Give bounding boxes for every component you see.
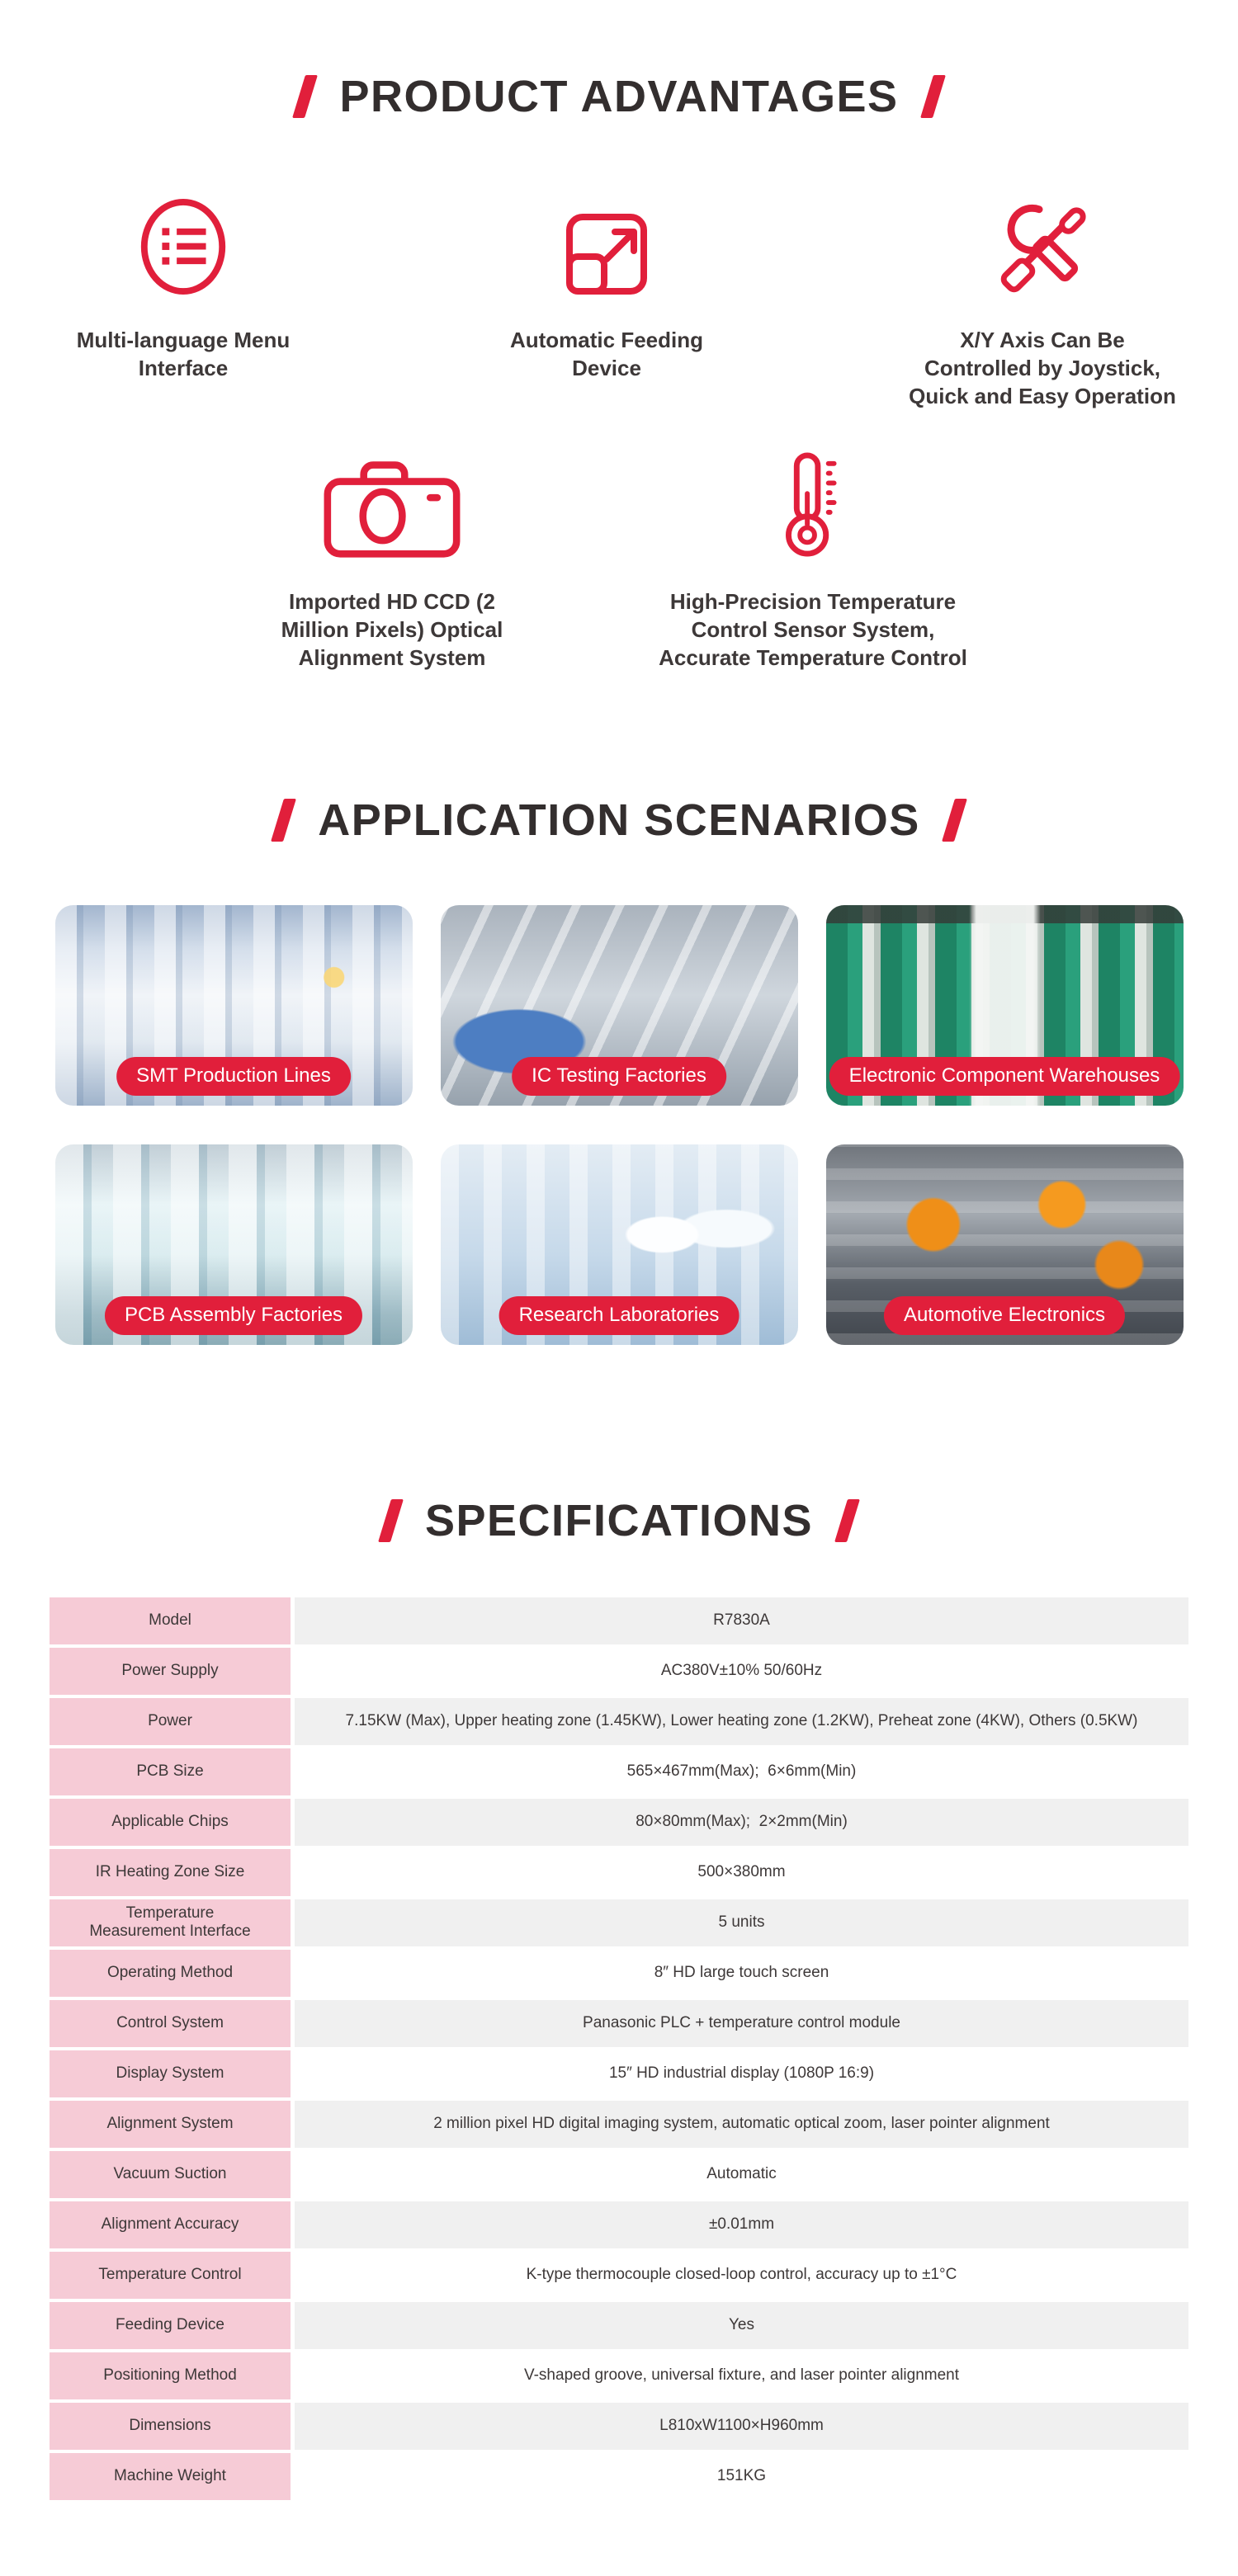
scenario-label: SMT Production Lines — [116, 1057, 351, 1096]
spec-label: Vacuum Suction — [50, 2151, 291, 2198]
table-row — [50, 2101, 1188, 2148]
advantage-label: Multi-language Menu Interface — [76, 328, 291, 380]
spec-value: 15″ HD industrial display (1080P 16:9) — [295, 2050, 1188, 2097]
advantages-row-1 — [0, 196, 1238, 410]
spec-value: L810xW1100×H960mm — [295, 2403, 1188, 2450]
section-title-advantages — [0, 71, 1238, 122]
scenario-image-smt-production — [55, 905, 413, 1106]
table-row — [50, 2352, 1188, 2399]
camera-icon — [322, 458, 462, 559]
advantage-multilanguage — [59, 196, 307, 383]
table-row — [50, 1597, 1188, 1644]
spec-value: R7830A — [295, 1597, 1188, 1644]
spec-label: Operating Method — [50, 1950, 291, 1997]
table-row — [50, 1698, 1188, 1745]
scenarios-title: APPLICATION SCENARIOS — [318, 795, 920, 845]
spec-label: Machine Weight — [50, 2453, 291, 2500]
red-slash-icon — [834, 1499, 860, 1542]
table-row — [50, 1849, 1188, 1896]
spec-label: Control System — [50, 2000, 291, 2047]
spec-label: Applicable Chips — [50, 1799, 291, 1846]
table-row — [50, 2302, 1188, 2349]
scenario-grid — [0, 905, 1238, 1345]
table-row — [50, 2000, 1188, 2047]
scenario-label: IC Testing Factories — [512, 1057, 726, 1096]
spec-value: ±0.01mm — [295, 2201, 1188, 2248]
spec-value: 500×380mm — [295, 1849, 1188, 1896]
table-row — [50, 1899, 1188, 1946]
advantage-joystick — [906, 196, 1179, 410]
spec-value: Automatic — [295, 2151, 1188, 2198]
advantage-temperature — [656, 458, 970, 672]
advantage-feeding — [503, 196, 710, 383]
scenario-image-ic-testing — [441, 905, 798, 1106]
spec-value: V-shaped groove, universal fixture, and laser pointer alignment — [295, 2352, 1188, 2399]
tools-icon — [992, 196, 1093, 297]
scenario-label: Research Laboratories — [499, 1296, 739, 1335]
spec-label: Positioning Method — [50, 2352, 291, 2399]
table-row — [50, 2201, 1188, 2248]
table-row — [50, 1648, 1188, 1695]
spec-label: Power Supply — [50, 1648, 291, 1695]
spec-value: 8″ HD large touch screen — [295, 1950, 1188, 1997]
advantage-ccd — [268, 458, 516, 672]
table-row — [50, 2050, 1188, 2097]
specifications-title: SPECIFICATIONS — [424, 1495, 814, 1545]
spec-value: 2 million pixel HD digital imaging system, automatic optical zoom, laser pointer alignment — [295, 2101, 1188, 2148]
red-slash-icon — [293, 75, 319, 118]
table-row — [50, 1950, 1188, 1997]
advantages-row-2 — [0, 458, 1238, 672]
advantage-label: X/Y Axis Can Be Controlled by Joystick, Quick and Easy Operation — [909, 328, 1176, 408]
spec-value: AC380V±10% 50/60Hz — [295, 1648, 1188, 1695]
spec-value: 80×80mm(Max); 2×2mm(Min) — [295, 1799, 1188, 1846]
advantage-label: Automatic Feeding Device — [509, 328, 703, 380]
spec-value: 565×467mm(Max); 6×6mm(Min) — [295, 1748, 1188, 1795]
spec-label: Model — [50, 1597, 291, 1644]
advantages-title: PRODUCT ADVANTAGES — [339, 72, 899, 121]
red-slash-icon — [378, 1499, 404, 1542]
table-row — [50, 2252, 1188, 2299]
spec-label: IR Heating Zone Size — [50, 1849, 291, 1896]
spec-label: PCB Size — [50, 1748, 291, 1795]
red-slash-icon — [920, 75, 946, 118]
red-slash-icon — [942, 799, 967, 842]
scenario-label: Electronic Component Warehouses — [829, 1057, 1180, 1096]
table-row — [50, 2151, 1188, 2198]
spec-value: 7.15KW (Max), Upper heating zone (1.45KW), Lower heating zone (1.2KW), Preheat zone (4KW), Others (0.5KW) — [295, 1698, 1188, 1745]
spec-label: Dimensions — [50, 2403, 291, 2450]
scenario-image-component-warehouse — [826, 905, 1184, 1106]
scenario-image-pcb-assembly — [55, 1144, 413, 1345]
thermometer-icon — [775, 458, 851, 559]
expand-icon — [564, 196, 650, 297]
spec-label: Temperature Measurement Interface — [50, 1899, 291, 1946]
table-row — [50, 2453, 1188, 2500]
section-title-scenarios — [0, 795, 1238, 846]
advantage-label: High-Precision Temperature Control Sensor System, Accurate Temperature Control — [659, 589, 967, 670]
spec-label: Temperature Control — [50, 2252, 291, 2299]
menu-list-icon — [137, 196, 229, 297]
spec-label: Display System — [50, 2050, 291, 2097]
table-row — [50, 1799, 1188, 1846]
section-title-specifications — [0, 1495, 1238, 1546]
spec-label: Power — [50, 1698, 291, 1745]
scenario-image-automotive — [826, 1144, 1184, 1345]
spec-value: K-type thermocouple closed-loop control, accuracy up to ±1°C — [295, 2252, 1188, 2299]
spec-label: Alignment Accuracy — [50, 2201, 291, 2248]
spec-value: 5 units — [295, 1899, 1188, 1946]
advantage-label: Imported HD CCD (2 Million Pixels) Optical Alignment System — [281, 589, 503, 670]
scenario-image-research-lab — [441, 1144, 798, 1345]
spec-label: Alignment System — [50, 2101, 291, 2148]
spec-value: 151KG — [295, 2453, 1188, 2500]
specifications-table — [50, 1597, 1188, 2500]
spec-value: Panasonic PLC + temperature control module — [295, 2000, 1188, 2047]
spec-value: Yes — [295, 2302, 1188, 2349]
spec-label: Feeding Device — [50, 2302, 291, 2349]
table-row — [50, 1748, 1188, 1795]
scenario-label: PCB Assembly Factories — [105, 1296, 362, 1335]
table-row — [50, 2403, 1188, 2450]
scenario-label: Automotive Electronics — [884, 1296, 1125, 1335]
red-slash-icon — [271, 799, 296, 842]
